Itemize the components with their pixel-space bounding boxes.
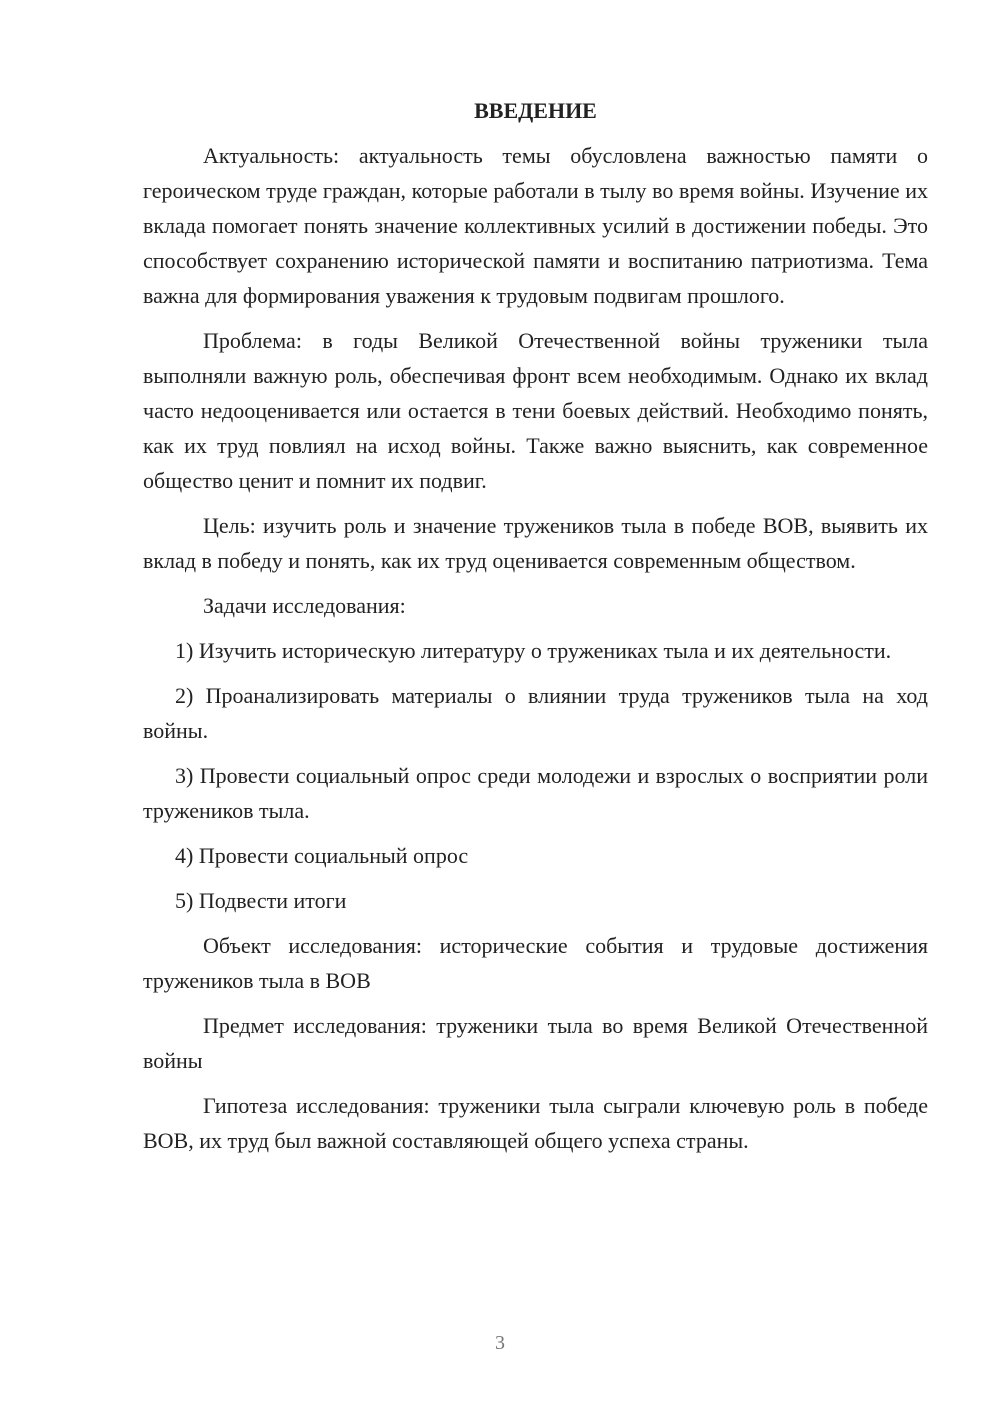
tasks-heading: Задачи исследования: — [203, 593, 406, 618]
task-item-3: 3) Провести социальный опрос среди молодежи и взрослых о восприятии роли тружеников тыла. — [143, 763, 928, 823]
hypothesis-paragraph: Гипотеза исследования: труженики тыла сыграли ключевую роль в победе ВОВ, их труд был важной составляющей общего успеха страны. — [143, 1093, 928, 1153]
task-item-5: 5) Подвести итоги — [175, 888, 347, 913]
section-heading: ВВЕДЕНИЕ — [474, 98, 597, 123]
task-item-1: 1) Изучить историческую литературу о тружениках тыла и их деятельности. — [175, 638, 892, 663]
page-number: 3 — [495, 1332, 505, 1354]
relevance-paragraph: Актуальность: актуальность темы обусловлена важностью памяти о героическом труде граждан, которые работали в тылу во время войны. Изучение их вклада помогает понять значение коллективных усилий в достижении победы. Это способствует сохранению исторической памяти и воспитанию патриотизма. Тема важна для формирования уважения к трудовым подвигам прошлого. — [143, 143, 928, 308]
document-page — [143, 94, 928, 1168]
task-item-4: 4) Провести социальный опрос — [175, 843, 469, 868]
object-paragraph: Объект исследования: исторические события и трудовые достижения тружеников тыла в ВОВ — [143, 933, 928, 993]
goal-paragraph: Цель: изучить роль и значение тружеников тыла в победе ВОВ, выявить их вклад в победу и понять, как их труд оценивается современным обществом. — [143, 513, 928, 573]
task-item-2: 2) Проанализировать материалы о влиянии труда тружеников тыла на ход войны. — [143, 683, 928, 743]
subject-paragraph: Предмет исследования: труженики тыла во время Великой Отечественной войны — [143, 1013, 928, 1073]
problem-paragraph: Проблема: в годы Великой Отечественной войны труженики тыла выполняли важную роль, обеспечивая фронт всем необходимым. Однако их вклад часто недооценивается или остается в тени боевых действий. Необходимо понять, как их труд повлиял на исход войны. Также важно выяснить, как современное общество ценит и помнит их подвиг. — [143, 328, 928, 493]
